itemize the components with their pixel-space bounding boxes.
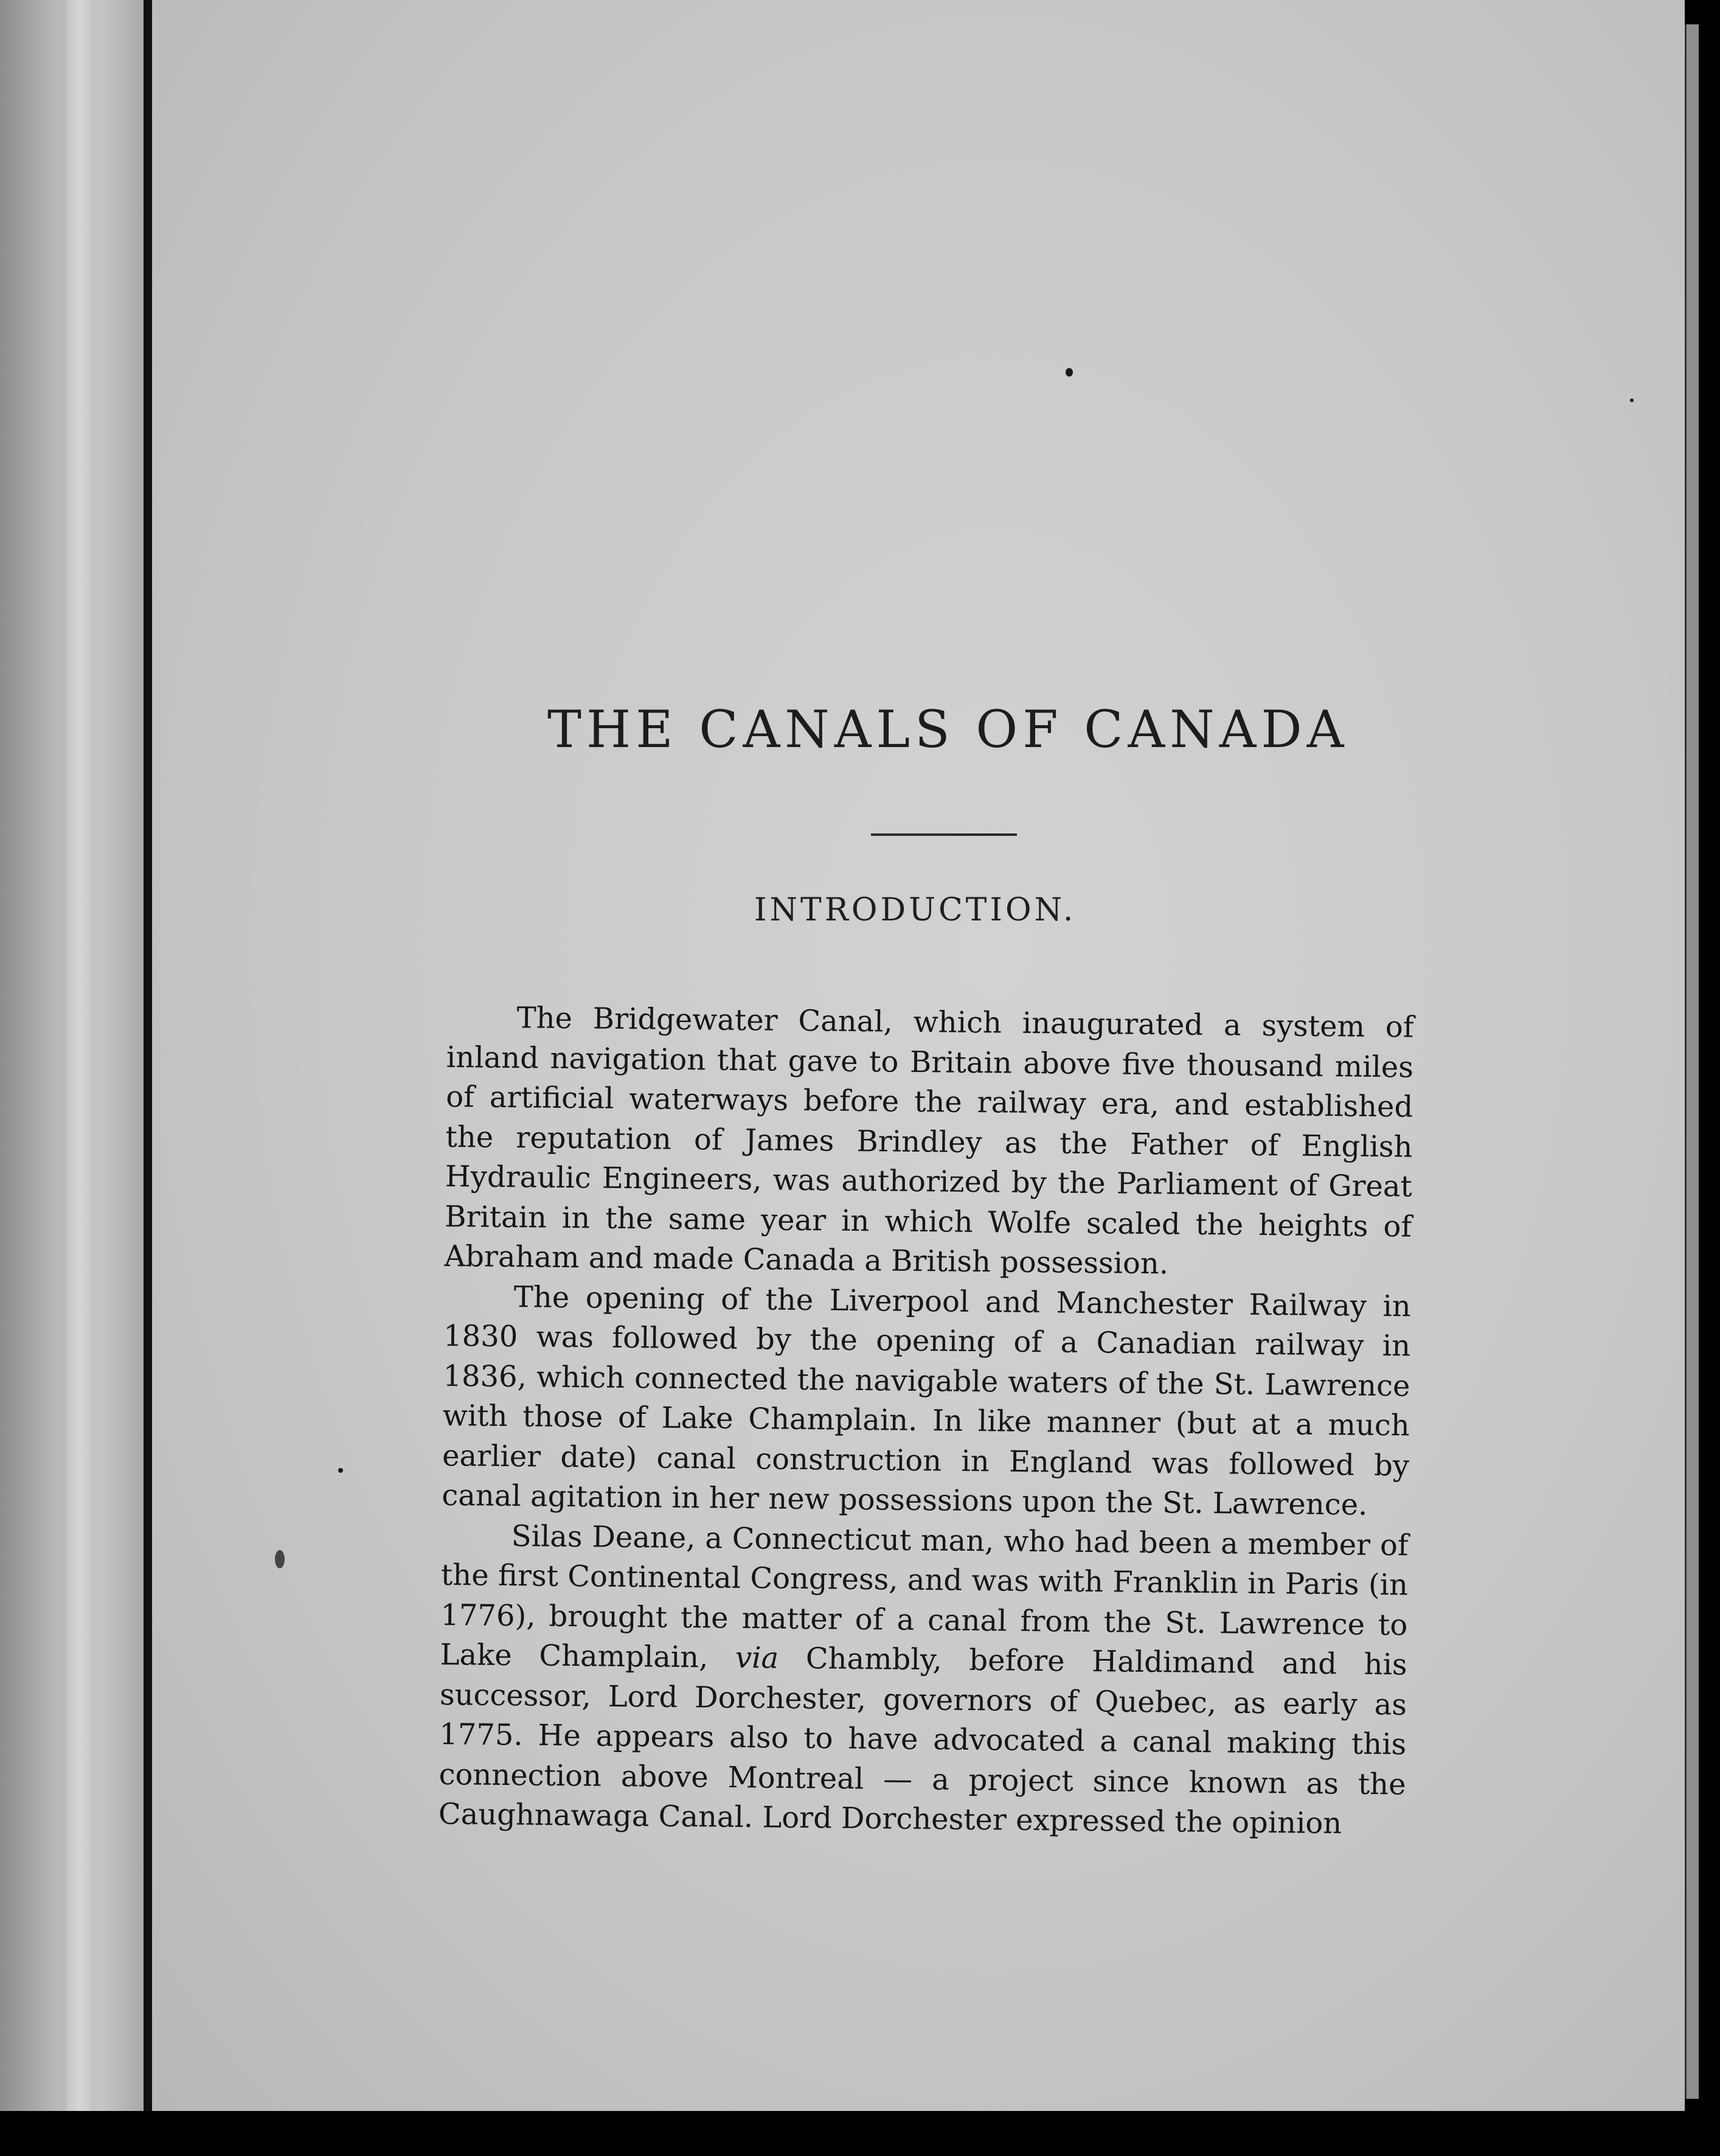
paragraph-3 <box>439 1515 1409 1845</box>
page-title: THE CANALS OF CANADA <box>547 700 1349 759</box>
paragraph-3-part-2: Chambly, before Haldimand and his successor, Lord Dorchester, governors of Quebec, as early as 1775. He appears also to have advocated a canal making this connection above Montreal — a project since known as the Caughnawaga Canal. Lord Dorchester expressed the opinion <box>438 1641 1407 1841</box>
title-divider <box>871 833 1017 836</box>
paragraph-2: The opening of the Liverpool and Manchester Railway in 1830 was followed by the opening of a Canadian railway in 1836, which connected the navigable waters of the St. Lawrence with those of Lake Champlain. In like manner (but at a much earlier date) canal construction in England was followed by canal agitation in her new possessions upon the St. Lawrence. <box>442 1279 1412 1522</box>
section-heading: INTRODUCTION. <box>754 892 1077 928</box>
speck <box>338 1468 343 1473</box>
binding-edge <box>144 0 152 2156</box>
page-right-edge <box>1685 24 1699 2099</box>
body-text <box>439 998 1414 1845</box>
speck <box>1066 368 1073 377</box>
speck <box>275 1550 285 1568</box>
speck <box>1630 398 1634 402</box>
facing-page-edge <box>0 0 144 2156</box>
paragraph-1: The Bridgewater Canal, which inaugurated a system of inland navigation that gave to Britain above five thousand miles of artificial waterways before the railway era, and established the reputation of James Brindley as the Father of English Hydraulic Engineers, was authorized by the Parliament of Great Britain in the same year in which Wolfe scaled the heights of Abraham and made Canada a British possession. <box>444 1001 1414 1281</box>
paragraph-3-italic: via <box>735 1641 779 1675</box>
paragraph-3-part-1: Silas Deane, a Connecticut man, who had been a member of the first Continental Congress, and was with Franklin in Paris (in 1776), brought the matter of a canal from the St. Lawrence to Lake Champlain, <box>440 1518 1409 1675</box>
scan-border-bottom <box>0 2111 1720 2156</box>
